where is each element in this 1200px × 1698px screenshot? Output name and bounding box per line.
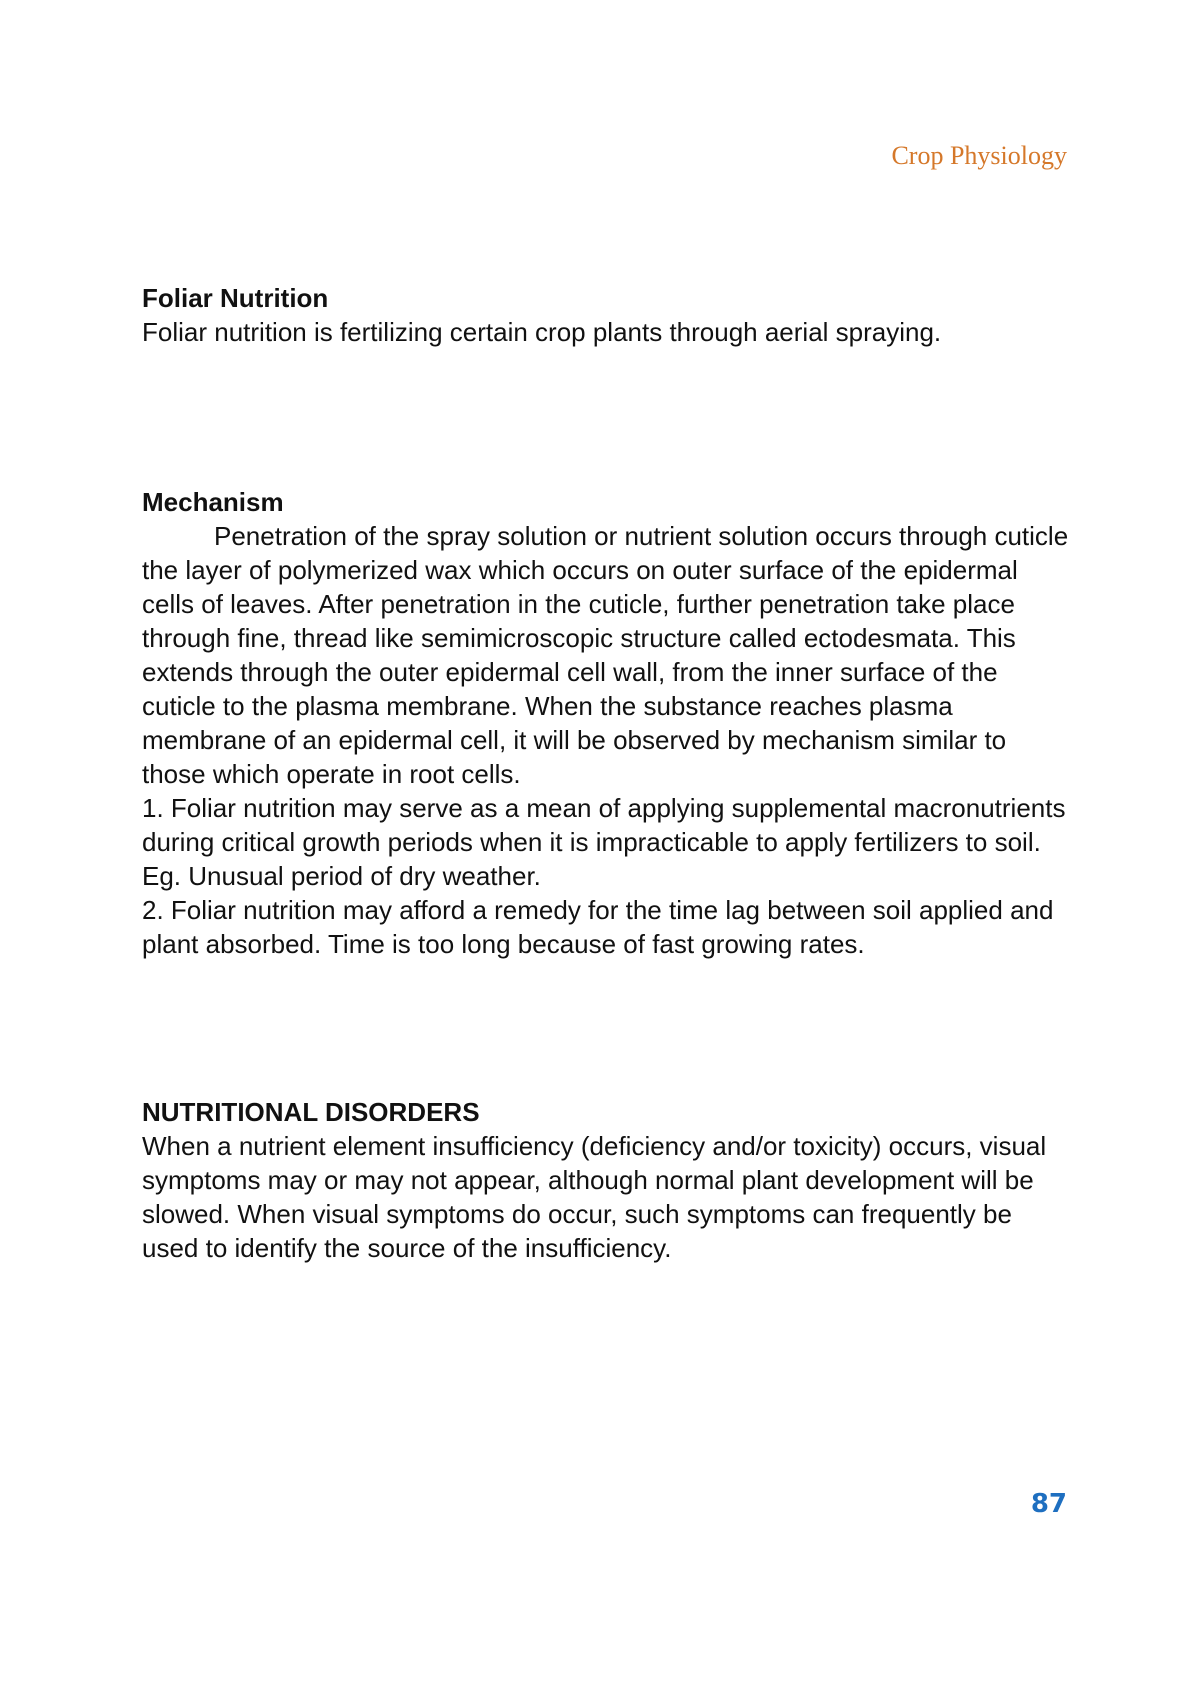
page-number: 87 [1030,1489,1067,1519]
section-heading-mechanism: Mechanism [142,487,284,517]
section-heading-foliar-nutrition: Foliar Nutrition [142,283,329,313]
mechanism-point-2: 2. Foliar nutrition may afford a remedy for the time lag between soil applied and plant absorbed. Time is too long because of fast growing rates. [142,895,1054,959]
section-foliar-nutrition [142,281,1072,349]
nutritional-disorders-paragraph: When a nutrient element insufficiency (deficiency and/or toxicity) occurs, visual symptoms may or may not appear, although normal plant development will be slowed. When visual symptoms do occur, such symptoms can frequently be used to identify the source of the insufficiency. [142,1131,1047,1263]
section-mechanism [142,485,1072,961]
mechanism-point-1: 1. Foliar nutrition may serve as a mean of applying supplemental macronutrients during critical growth periods when it is impracticable to apply fertilizers to soil. Eg. Unusual period of dry weather. [142,793,1066,891]
page-content [142,281,1072,1265]
running-header: Crop Physiology [891,141,1067,170]
mechanism-paragraph: Penetration of the spray solution or nutrient solution occurs through cuticle the layer of polymerized wax which occurs on outer surface of the epidermal cells of leaves. After penetration in the cuticle, further penetration take place through fine, thread like semimicroscopic structure called ectodesmata. This extends through the outer epidermal cell wall, from the inner surface of the cuticle to the plasma membrane. When the substance reaches plasma membrane of an epidermal cell, it will be observed by mechanism similar to those which operate in root cells. [142,521,1069,789]
foliar-nutrition-definition: Foliar nutrition is fertilizing certain crop plants through aerial spraying. [142,317,942,347]
section-nutritional-disorders [142,1095,1072,1265]
section-heading-nutritional-disorders: NUTRITIONAL DISORDERS [142,1097,480,1127]
